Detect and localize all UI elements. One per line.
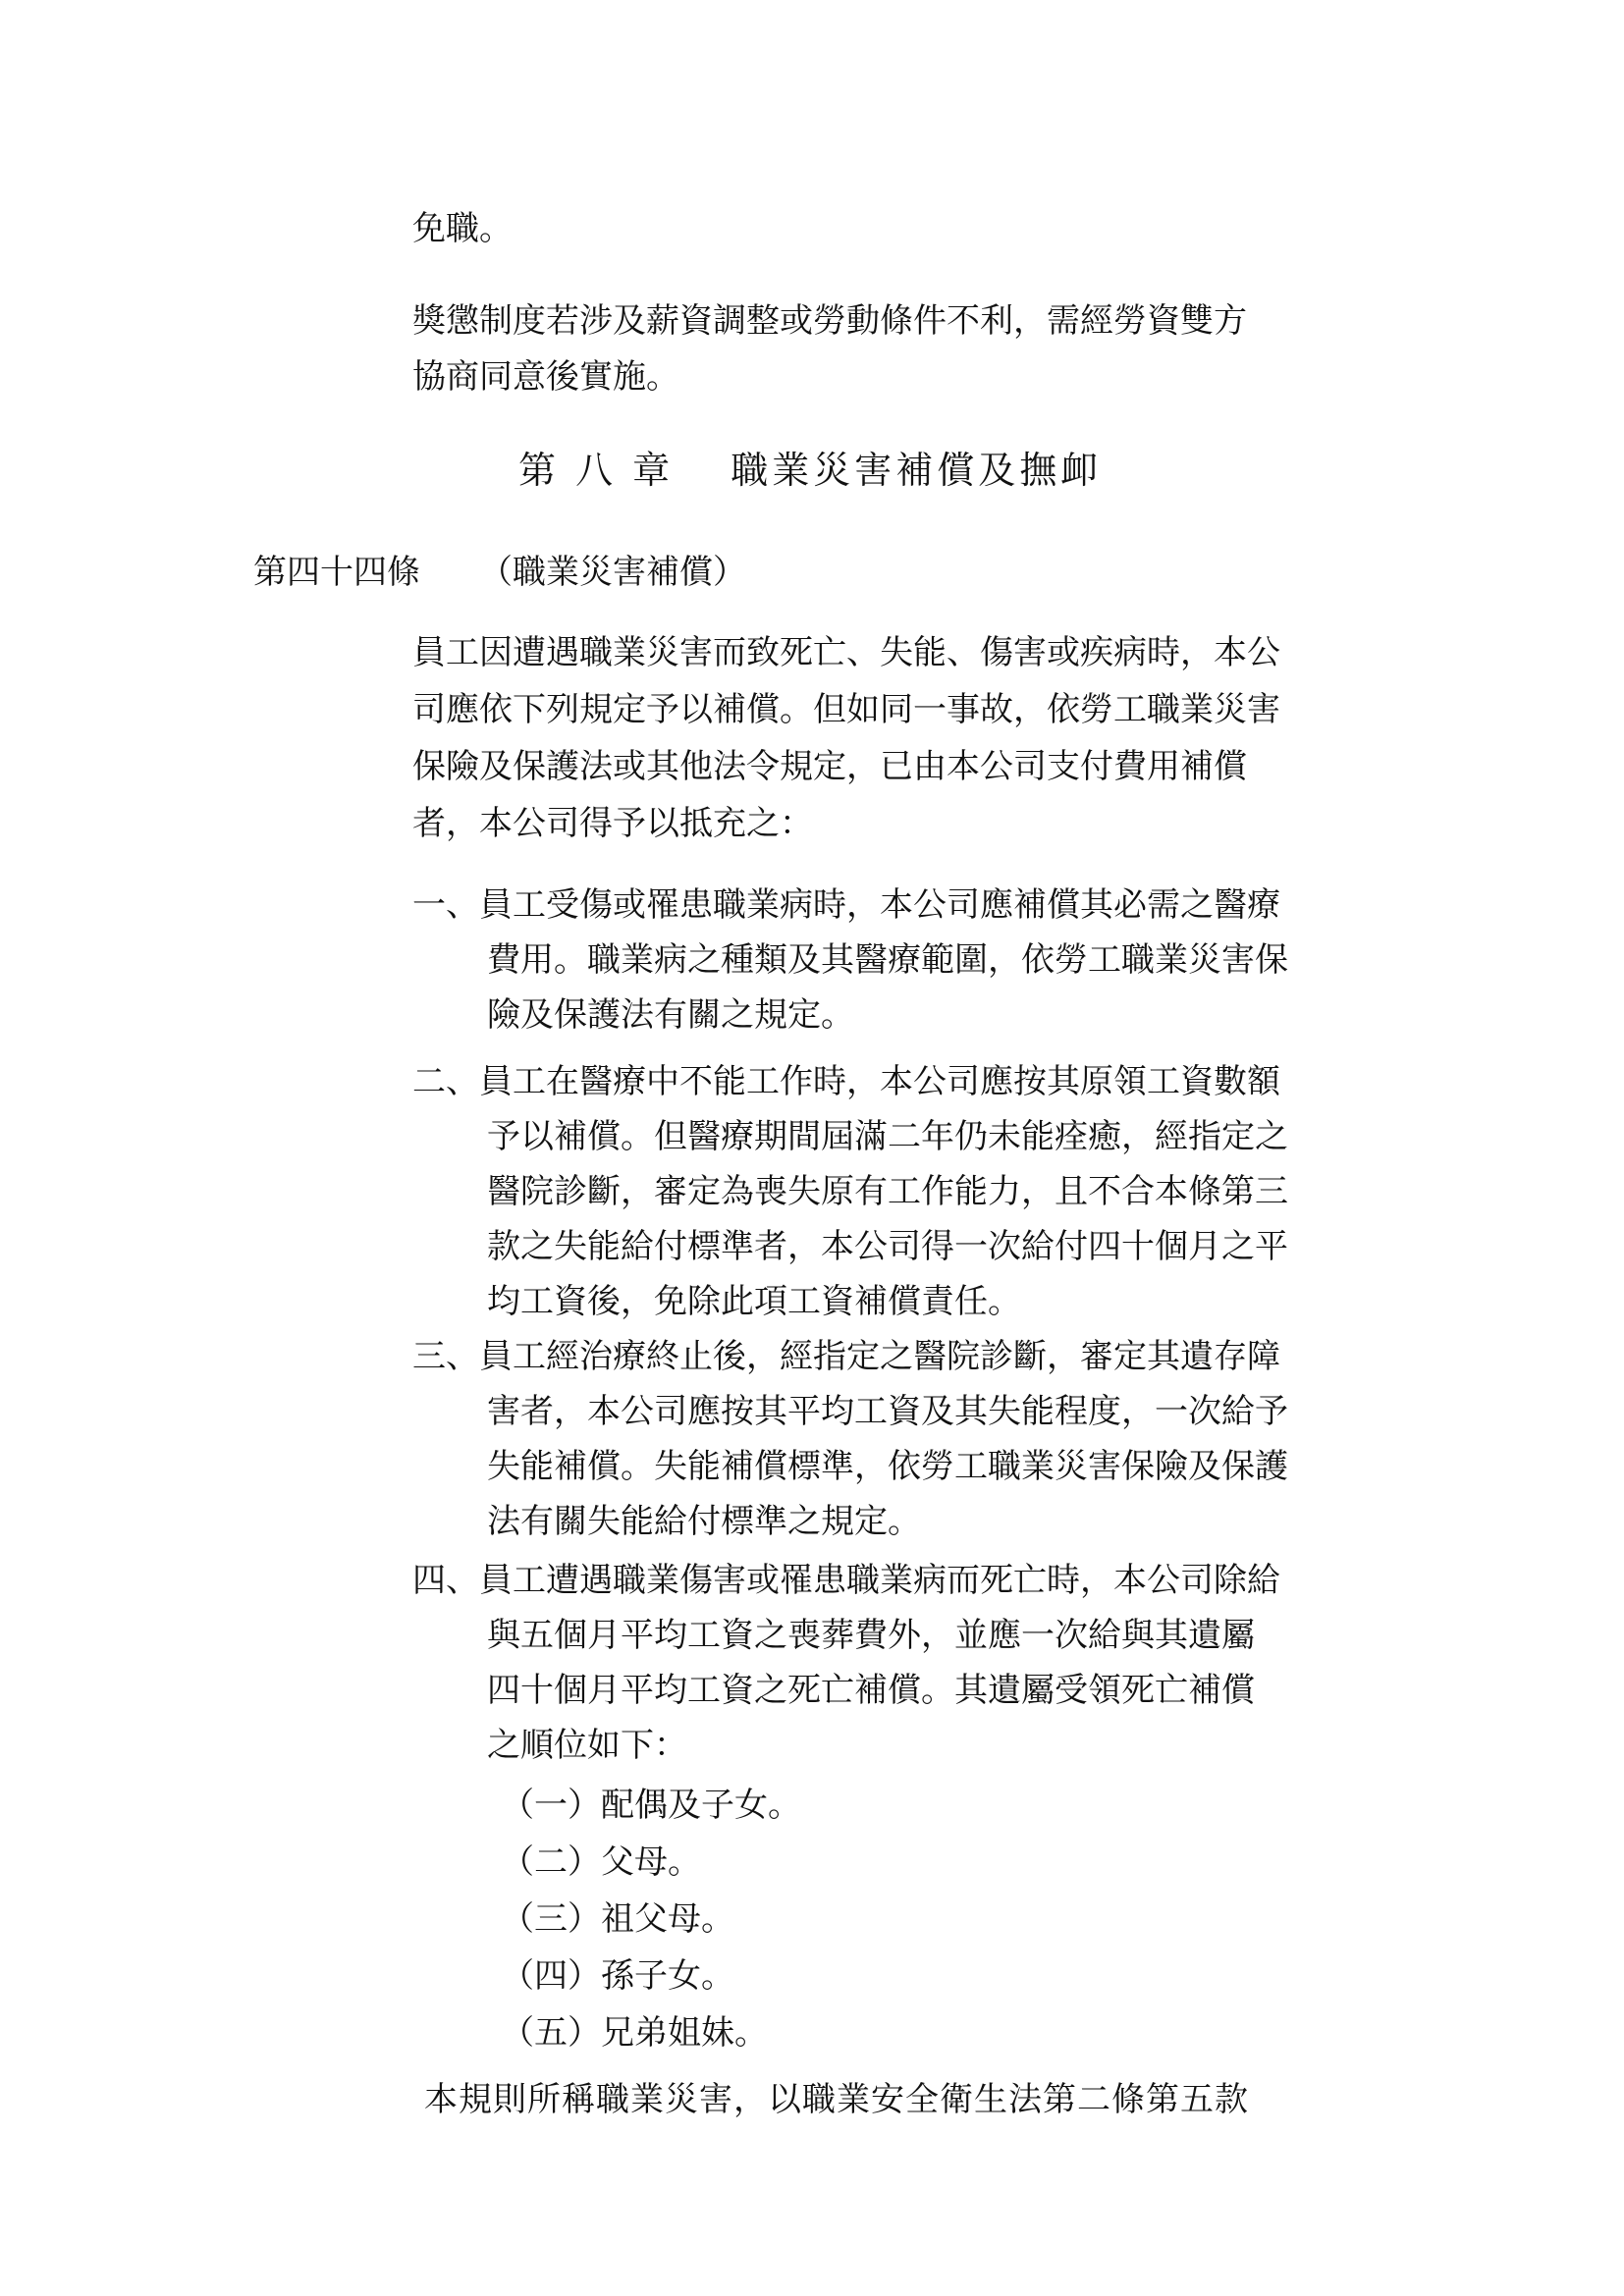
- item-1-line-2: 費用。職業病之種類及其醫療範圍，依勞工職業災害保: [487, 940, 1288, 980]
- chapter-title: 第 八 章 職業災害補償及撫卹: [518, 449, 1103, 492]
- closing-line: 本規則所稱職業災害，以職業安全衛生法第二條第五款: [424, 2080, 1249, 2119]
- beneficiary-order-5: （五）兄弟姐妹。: [501, 2013, 768, 2053]
- item-2-line-5: 均工資後，免除此項工資補償責任。: [487, 1282, 1021, 1321]
- item-1-line-3: 險及保護法有關之規定。: [487, 995, 854, 1035]
- article-number: 第四十四條: [253, 553, 420, 592]
- item-3-line-3: 失能補償。失能補償標準，依勞工職業災害保險及保護: [487, 1447, 1288, 1486]
- beneficiary-order-1: （一）配偶及子女。: [501, 1786, 801, 1825]
- item-4-label: 四、: [412, 1561, 479, 1600]
- item-2-line-1: 員工在醫療中不能工作時，本公司應按其原領工資數額: [479, 1062, 1280, 1101]
- item-4-line-2: 與五個月平均工資之喪葬費外，並應一次給與其遺屬: [487, 1616, 1255, 1655]
- item-4-line-3: 四十個月平均工資之死亡補償。其遺屬受領死亡補償: [487, 1671, 1255, 1710]
- beneficiary-order-3: （三）祖父母。: [501, 1899, 734, 1939]
- item-1-label: 一、: [412, 885, 479, 925]
- intro-line-1: 員工因遭遇職業災害而致死亡、失能、傷害或疾病時，本公: [412, 633, 1280, 672]
- intro-line-2: 司應依下列規定予以補償。但如同一事故，依勞工職業災害: [412, 690, 1280, 729]
- item-1-line-1: 員工受傷或罹患職業病時，本公司應補償其必需之醫療: [479, 885, 1280, 925]
- item-2-label: 二、: [412, 1062, 479, 1101]
- intro-line-4: 者，本公司得予以抵充之：: [412, 804, 813, 843]
- continuation-line: 免職。: [412, 209, 513, 248]
- item-2-line-4: 款之失能給付標準者，本公司得一次給付四十個月之平: [487, 1227, 1288, 1266]
- item-2-line-2: 予以補償。但醫療期間屆滿二年仍未能痊癒，經指定之: [487, 1117, 1288, 1156]
- item-4-line-1: 員工遭遇職業傷害或罹患職業病而死亡時，本公司除給: [479, 1561, 1280, 1600]
- item-3-line-2: 害者，本公司應按其平均工資及其失能程度，一次給予: [487, 1392, 1288, 1431]
- intro-line-3: 保險及保護法或其他法令規定，已由本公司支付費用補償: [412, 747, 1247, 786]
- reward-penalty-paragraph-line-1: 獎懲制度若涉及薪資調整或勞動條件不利，需經勞資雙方: [412, 301, 1247, 341]
- beneficiary-order-2: （二）父母。: [501, 1842, 701, 1882]
- item-3-line-4: 法有關失能給付標準之規定。: [487, 1502, 921, 1541]
- article-heading: （職業災害補償）: [479, 553, 746, 592]
- item-2-line-3: 醫院診斷，審定為喪失原有工作能力，且不合本條第三: [487, 1172, 1288, 1211]
- item-3-label: 三、: [412, 1337, 479, 1376]
- beneficiary-order-4: （四）孫子女。: [501, 1956, 734, 1996]
- item-3-line-1: 員工經治療終止後，經指定之醫院診斷，審定其遺存障: [479, 1337, 1280, 1376]
- item-4-line-4: 之順位如下：: [487, 1726, 687, 1765]
- reward-penalty-paragraph-line-2: 協商同意後實施。: [412, 357, 679, 397]
